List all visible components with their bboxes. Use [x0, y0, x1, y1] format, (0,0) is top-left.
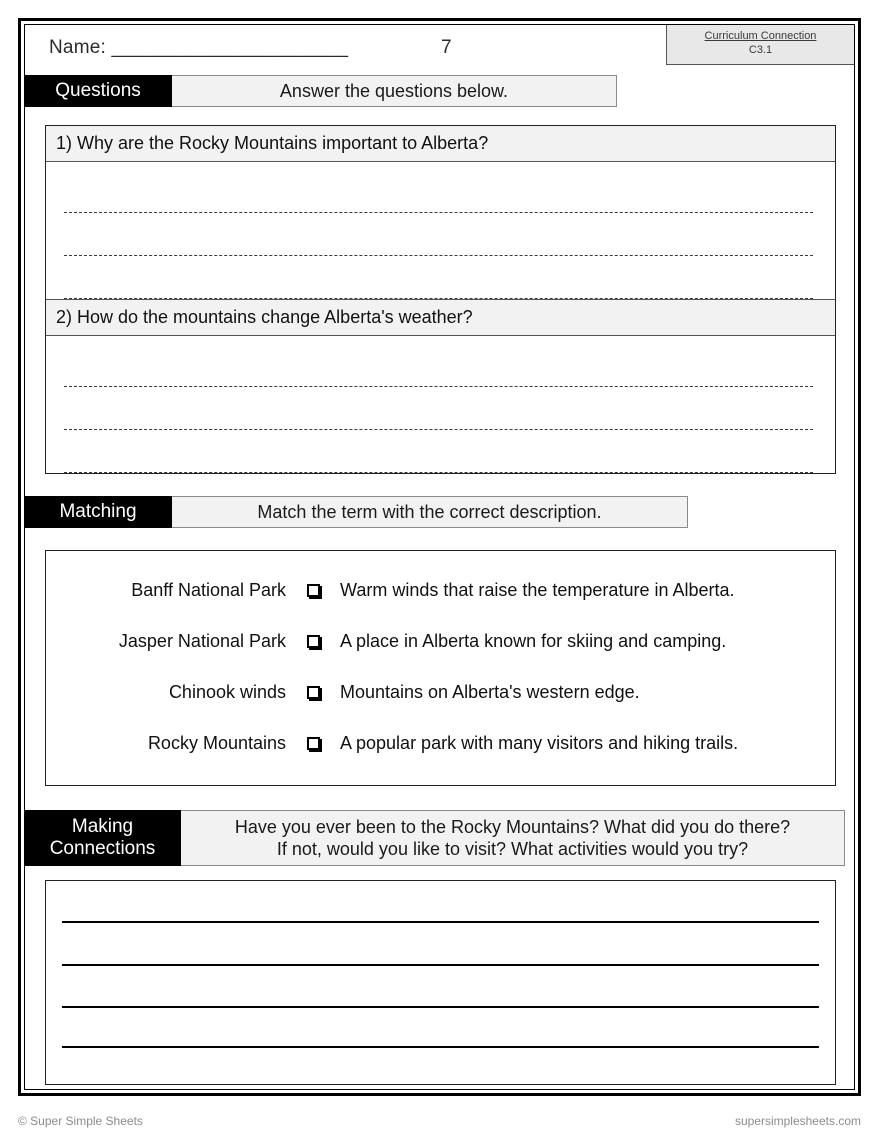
name-field-label[interactable]: Name: ______________________: [49, 37, 349, 58]
matching-checkbox-cell[interactable]: [286, 582, 340, 599]
matching-checkbox-cell[interactable]: [286, 633, 340, 650]
writing-line[interactable]: [62, 1084, 819, 1085]
page-content: [25, 25, 854, 1089]
checkbox-square-icon[interactable]: [307, 686, 320, 699]
matching-checkbox-cell[interactable]: [286, 735, 340, 752]
matching-term: Banff National Park: [131, 580, 286, 600]
checkbox-square-icon[interactable]: [307, 635, 320, 648]
tab-making-connections: [24, 810, 181, 866]
answer-lines[interactable]: [46, 336, 835, 473]
section-header-matching: [24, 496, 854, 528]
tab-questions: Questions: [24, 75, 172, 107]
worksheet-header: [25, 25, 854, 75]
writing-line[interactable]: [62, 1046, 819, 1048]
tab-making-connections-line1: Making: [71, 816, 134, 838]
instruction-making-connections: [181, 810, 845, 866]
questions-box: [45, 125, 836, 474]
question-prompt: 2) How do the mountains change Alberta's weather?: [46, 299, 835, 336]
writing-line[interactable]: [62, 921, 819, 923]
instruction-making-line2: If not, would you like to visit? What activities would you try?: [276, 839, 749, 859]
matching-row: [46, 667, 835, 718]
page-inner-border: [24, 24, 855, 1090]
writing-line[interactable]: [62, 1006, 819, 1008]
footer-copyright: © Super Simple Sheets: [18, 1114, 143, 1128]
instruction-making-line1: Have you ever been to the Rocky Mountains? What did you do there?: [234, 816, 791, 837]
matching-description: Mountains on Alberta's western edge.: [340, 682, 640, 702]
tab-matching: Matching: [24, 496, 172, 528]
question-block: [46, 299, 835, 473]
matching-row: [46, 565, 835, 616]
question-block: [46, 126, 835, 299]
answer-line[interactable]: [64, 472, 813, 473]
curriculum-connection-badge: [666, 25, 854, 65]
section-header-making-connections: [24, 810, 854, 866]
matching-box: [45, 550, 836, 786]
matching-row: [46, 718, 835, 769]
page-number: 7: [441, 37, 452, 58]
tab-making-connections-line2: Connections: [49, 838, 156, 859]
section-header-questions: [24, 75, 854, 107]
footer-website: supersimplesheets.com: [734, 1114, 861, 1128]
instruction-matching: Match the term with the correct description.: [172, 496, 688, 528]
making-connections-writing-box[interactable]: [45, 880, 836, 1085]
instruction-questions: Answer the questions below.: [172, 75, 617, 107]
matching-term: Jasper National Park: [118, 631, 286, 651]
curriculum-connection-title: Curriculum Connection: [704, 30, 817, 42]
curriculum-connection-code: C3.1: [748, 43, 773, 56]
answer-line[interactable]: [64, 298, 813, 299]
matching-description: A place in Alberta known for skiing and camping.: [340, 631, 727, 651]
checkbox-square-icon[interactable]: [307, 737, 320, 750]
matching-row: [46, 616, 835, 667]
question-prompt: 1) Why are the Rocky Mountains important to Alberta?: [46, 126, 835, 162]
worksheet-page: [18, 18, 861, 1096]
matching-description: Warm winds that raise the temperature in Alberta.: [340, 580, 735, 600]
matching-description: A popular park with many visitors and hiking trails.: [340, 733, 739, 753]
page-footer: [18, 1110, 861, 1132]
checkbox-square-icon[interactable]: [307, 584, 320, 597]
matching-term: Rocky Mountains: [147, 733, 286, 753]
answer-lines[interactable]: [46, 162, 835, 299]
matching-checkbox-cell[interactable]: [286, 684, 340, 701]
writing-line[interactable]: [62, 964, 819, 966]
matching-term: Chinook winds: [168, 682, 286, 702]
